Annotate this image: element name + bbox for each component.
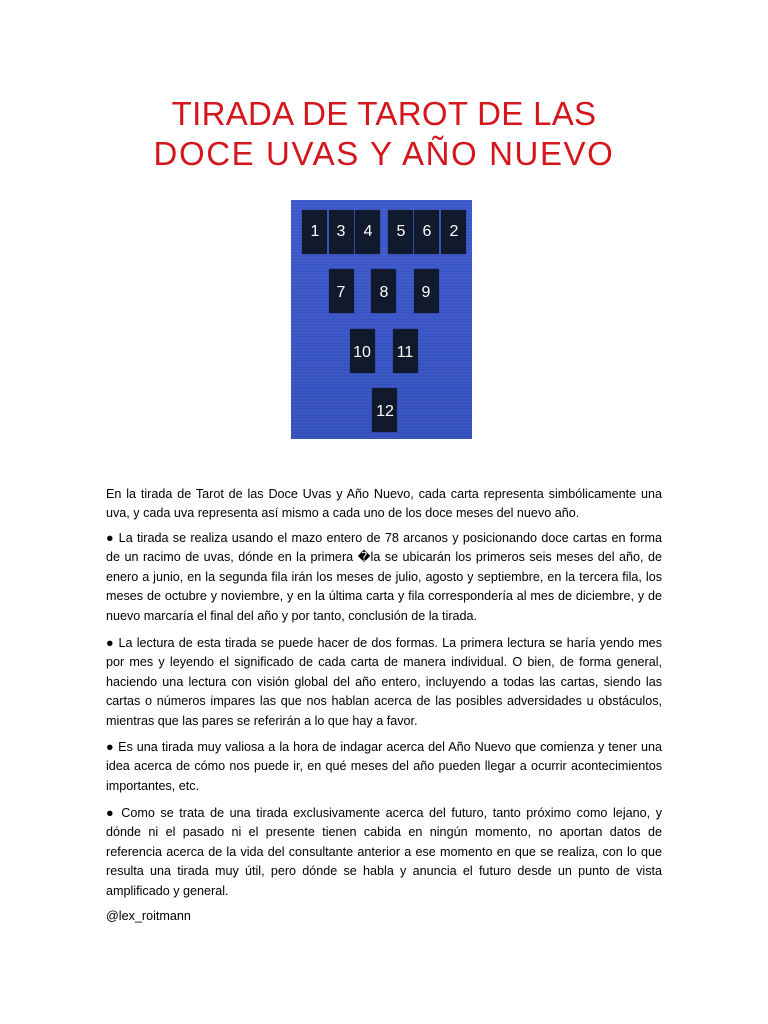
paragraph-value: ● Es una tirada muy valiosa a la hora de indagar acerca del Año Nuevo que comienza y tener una idea acerca de cómo nos puede ir, en qué meses del año pueden llegar a ocurrir acontecimientos importantes, etc.	[106, 740, 662, 793]
paragraph-future: ● Como se trata de una tirada exclusivamente acerca del futuro, tanto próximo como lejano, y dónde ni el pasado ni el presente tienen cabida en ningún momento, no aportan datos de referencia acerca de la vida del consultante anterior a ese momento en que se realiza, con lo que resulta una tirada muy útil, pero dónde se habla y anuncia el futuro desde un punto de vista amplificado y general.	[106, 806, 662, 898]
card-number: 11	[396, 344, 414, 361]
card-number: 9	[421, 284, 431, 301]
title-line-1: TIRADA DE TAROT DE LAS	[171, 95, 597, 132]
paragraph-intro: En la tirada de Tarot de las Doce Uvas y Año Nuevo, cada carta representa simbólicamente una uva, y cada uva representa así mismo a cada uno de los doce meses del nuevo año.	[106, 487, 662, 521]
tarot-spread-image	[291, 200, 472, 439]
card-number: 4	[363, 223, 373, 240]
card-number: 10	[353, 344, 371, 361]
card-number: 3	[336, 223, 346, 240]
card-number: 6	[422, 223, 432, 240]
card-number: 12	[376, 403, 394, 420]
paragraph-layout: ● La tirada se realiza usando el mazo entero de 78 arcanos y posicionando doce cartas en forma de un racimo de uvas, dónde en la primera �la se ubicarán los primeros seis meses del año, de enero a junio, en la segunda fila irán los meses de julio, agosto y septiembre, en la tercera fila, los meses de octubre y noviembre, y en la última carta y fila correspondería al mes de diciembre, y de nuevo marcaría el final del año y por tanto, conclusión de la tirada.	[106, 531, 662, 623]
card-number: 8	[379, 284, 389, 301]
card-number: 1	[310, 223, 320, 240]
card-number: 5	[396, 223, 406, 240]
title-line-2: DOCE UVAS Y AÑO NUEVO	[153, 135, 615, 172]
card-number: 7	[336, 284, 346, 301]
paragraph-reading: ● La lectura de esta tirada se puede hacer de dos formas. La primera lectura se haría yendo mes por mes y leyendo el significado de cada carta de manera individual. O bien, de forma general, haciendo una lectura con visión global del año entero, incluyendo a todas las cartas, siendo las cartas o números impares las que nos hablan acerca de las posibles adversidades u obstáculos, mientras que las pares se referirán a lo que hay a favor.	[106, 636, 662, 728]
card-number: 2	[449, 223, 459, 240]
author-signature: @lex_roitmann	[106, 909, 191, 923]
